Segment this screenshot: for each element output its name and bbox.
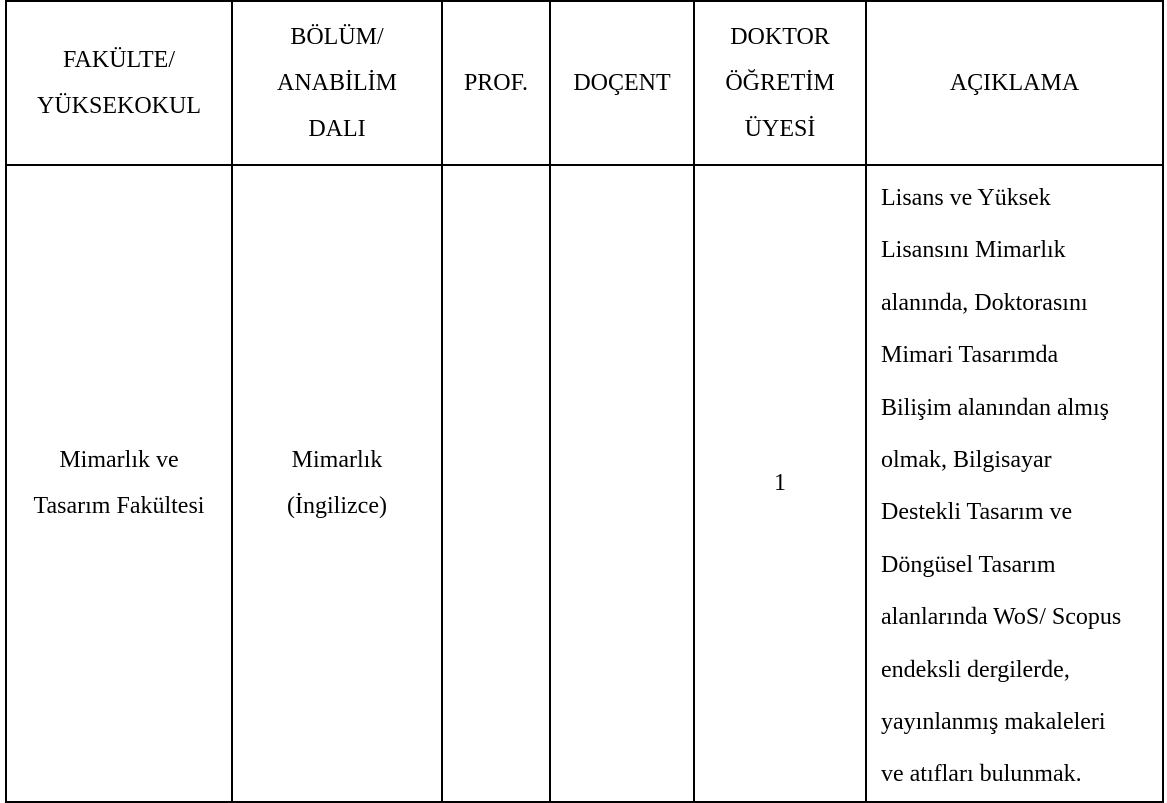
header-docent-label: DOÇENT xyxy=(573,70,671,96)
description-value: Lisans ve Yüksek Lisansını Mimarlık alanında, Doktorasını Mimari Tasarımda Bilişim alanından almış olmak, Bilgisayar Destekli Tasarım ve Döngüsel Tasarım alanlarında WoS/ Scopus endeksli dergilerde, yayınlanmış makaleleri ve atıfları bulunmak. xyxy=(881,185,1122,788)
doctor-faculty-value: 1 xyxy=(774,470,786,497)
cell-prof xyxy=(442,165,550,802)
position-table xyxy=(5,0,1164,803)
header-description xyxy=(866,1,1163,165)
table-header xyxy=(6,1,1163,165)
cell-doctor-faculty xyxy=(694,165,866,802)
header-department-label: BÖLÜM/ ANABİLİM DALI xyxy=(277,24,397,142)
header-department xyxy=(232,1,442,165)
cell-department xyxy=(232,165,442,802)
header-prof-label: PROF. xyxy=(463,70,529,96)
cell-faculty xyxy=(6,165,232,802)
header-prof xyxy=(442,1,550,165)
cell-docent xyxy=(550,165,694,802)
department-value: Mimarlık (İngilizce) xyxy=(287,447,387,520)
header-doctor-faculty-label: DOKTOR ÖĞRETİM ÜYESİ xyxy=(725,24,835,142)
header-description-label: AÇIKLAMA xyxy=(949,70,1080,96)
header-docent xyxy=(550,1,694,165)
header-row xyxy=(6,1,1163,165)
header-doctor-faculty xyxy=(694,1,866,165)
header-faculty-label: FAKÜLTE/ YÜKSEKOKUL xyxy=(37,47,201,119)
faculty-value: Mimarlık ve Tasarım Fakültesi xyxy=(33,447,205,520)
table-body xyxy=(6,165,1163,802)
header-faculty xyxy=(6,1,232,165)
table-row xyxy=(6,165,1163,802)
cell-description xyxy=(866,165,1163,802)
